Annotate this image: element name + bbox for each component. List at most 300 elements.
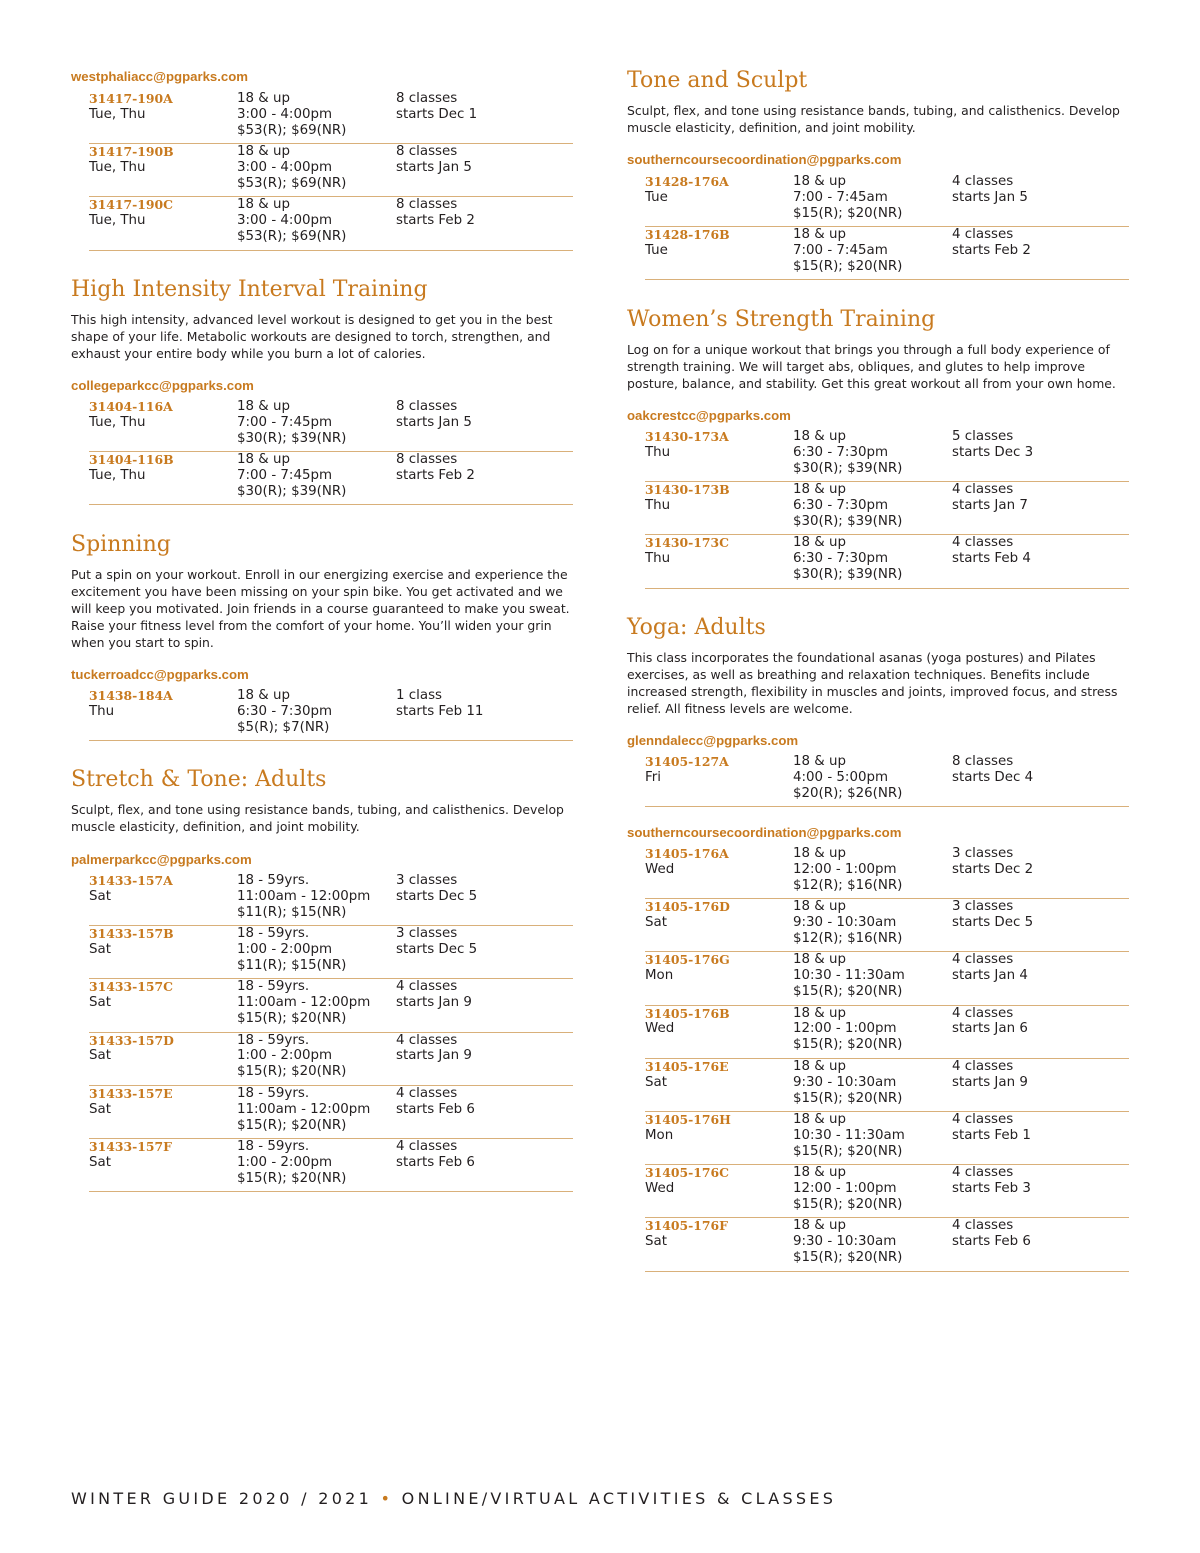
course-age: 18 & up bbox=[237, 399, 290, 414]
course-code: 31405-176A bbox=[645, 846, 729, 861]
course-days: Mon bbox=[645, 1127, 674, 1143]
course-start: starts Jan 7 bbox=[952, 498, 1028, 514]
course-fee: $30(R); $39(NR) bbox=[793, 567, 903, 583]
course-time: 1:00 - 2:00pm bbox=[237, 1154, 333, 1170]
course-days: Sat bbox=[645, 915, 667, 931]
course-id-column bbox=[645, 482, 790, 514]
course-row bbox=[89, 1139, 573, 1192]
course-detail-column bbox=[793, 429, 951, 477]
course-fee: $20(R); $26(NR) bbox=[793, 785, 903, 801]
course-age: 18 & up bbox=[237, 688, 290, 703]
course-days: Wed bbox=[645, 1021, 675, 1037]
course-code: 31428-176B bbox=[645, 227, 730, 243]
course-time: 9:30 - 10:30am bbox=[793, 1234, 897, 1250]
course-detail-column bbox=[237, 979, 395, 1027]
course-row bbox=[645, 846, 1129, 899]
course-row bbox=[645, 227, 1129, 280]
course-count: 3 classes bbox=[952, 899, 1014, 915]
course-schedule-column bbox=[396, 926, 566, 958]
course-detail-column bbox=[793, 899, 951, 947]
course-time: 6:30 - 7:30pm bbox=[237, 703, 333, 719]
course-count: 1 class bbox=[396, 688, 443, 703]
course-age: 18 - 59yrs. bbox=[237, 873, 310, 888]
course-code: 31417-190C bbox=[89, 197, 173, 213]
course-start: starts Dec 5 bbox=[396, 942, 478, 958]
email-southern-1[interactable]: southerncoursecoordination@pgparks.com bbox=[627, 152, 902, 167]
course-days: Sat bbox=[89, 1048, 111, 1064]
course-days: Tue bbox=[645, 243, 668, 259]
section-desc-tone-sculpt: Sculpt, flex, and tone using resistance bands, tubing, and calisthenics. Develop muscle elasticity, definition, and joint mobility. bbox=[627, 103, 1120, 135]
email-tuckerroad[interactable]: tuckerroadcc@pgparks.com bbox=[71, 667, 249, 682]
course-row bbox=[645, 1059, 1129, 1112]
course-age: 18 & up bbox=[793, 754, 846, 769]
section-desc-hiit: This high intensity, advanced level workout is designed to get you in the best shape of your life. Metabolic workouts are designed to torch, strengthen, and exhaust your entire body while you burn a lot of calories. bbox=[71, 312, 553, 361]
section-title-tone-sculpt: Tone and Sculpt bbox=[627, 68, 808, 93]
course-time: 3:00 - 4:00pm bbox=[237, 213, 333, 229]
course-fee: $15(R); $20(NR) bbox=[793, 1250, 903, 1266]
course-row bbox=[89, 91, 573, 144]
course-code: 31433-157C bbox=[89, 979, 173, 995]
course-age: 18 & up bbox=[793, 899, 846, 915]
course-count: 4 classes bbox=[952, 1005, 1014, 1021]
course-schedule-column bbox=[952, 899, 1122, 931]
course-id-column bbox=[645, 1165, 790, 1197]
course-fee: $15(R); $20(NR) bbox=[793, 205, 903, 221]
course-count: 8 classes bbox=[396, 144, 458, 160]
course-time: 9:30 - 10:30am bbox=[793, 1074, 897, 1090]
course-list-yoga-glenndale bbox=[645, 754, 1129, 807]
course-code: 31405-127A bbox=[645, 754, 729, 769]
course-schedule-column bbox=[396, 144, 566, 176]
course-days: Tue, Thu bbox=[89, 468, 146, 484]
course-start: starts Feb 3 bbox=[952, 1181, 1031, 1197]
course-detail-column bbox=[793, 846, 951, 894]
course-schedule-column bbox=[396, 1086, 566, 1118]
email-westphalia[interactable]: westphaliacc@pgparks.com bbox=[71, 69, 249, 84]
course-start: starts Dec 4 bbox=[952, 769, 1034, 785]
course-fee: $15(R); $20(NR) bbox=[793, 1143, 903, 1159]
section-desc-yoga: This class incorporates the foundational asanas (yoga postures) and Pilates exercises, as well as breathing and relaxation techniques. Benefits include increased strength, flexibility in muscles and joints, improved focus, and stress relief. All fitness levels are welcome. bbox=[627, 650, 1118, 716]
email-palmerpark[interactable]: palmerparkcc@pgparks.com bbox=[71, 852, 252, 867]
email-collegepark[interactable]: collegeparkcc@pgparks.com bbox=[71, 378, 254, 393]
course-row bbox=[89, 1086, 573, 1139]
page-footer bbox=[71, 1489, 836, 1508]
course-fee: $53(R); $69(NR) bbox=[237, 176, 347, 191]
course-id-column bbox=[645, 1059, 790, 1091]
course-count: 8 classes bbox=[396, 399, 458, 414]
course-code: 31404-116B bbox=[89, 452, 174, 468]
section-desc-spinning: Put a spin on your workout. Enroll in our energizing exercise and experience the excitement you have been missing on your spin bike. You get activated and we will keep you motivated. Join friends in a course guaranteed to make you sweat. Raise your fitness level from the comfort of your home. You’ll widen your grin when you start to spin. bbox=[71, 567, 570, 650]
course-age: 18 & up bbox=[793, 1218, 846, 1234]
course-days: Sat bbox=[89, 995, 111, 1011]
course-row bbox=[89, 144, 573, 197]
course-days: Wed bbox=[645, 1181, 675, 1197]
course-age: 18 & up bbox=[793, 952, 846, 968]
course-row bbox=[89, 926, 573, 979]
course-code: 31433-157D bbox=[89, 1032, 174, 1048]
course-start: starts Feb 6 bbox=[396, 1101, 475, 1117]
course-fee: $53(R); $69(NR) bbox=[237, 122, 347, 138]
section-title-hiit: High Intensity Interval Training bbox=[71, 277, 428, 302]
course-time: 10:30 - 11:30am bbox=[793, 1127, 905, 1143]
course-schedule-column bbox=[952, 1006, 1122, 1038]
section-desc-stretch-tone: Sculpt, flex, and tone using resistance bands, tubing, and calisthenics. Develop muscle elasticity, definition, and joint mobility. bbox=[71, 802, 564, 834]
course-list-hiit bbox=[89, 399, 573, 505]
course-age: 18 & up bbox=[793, 1005, 846, 1021]
course-start: starts Jan 5 bbox=[396, 160, 472, 176]
course-detail-column bbox=[793, 1059, 951, 1107]
course-code: 31433-157B bbox=[89, 926, 174, 942]
course-fee: $30(R); $39(NR) bbox=[793, 514, 903, 529]
course-fee: $15(R); $20(NR) bbox=[237, 1011, 347, 1027]
course-fee: $30(R); $39(NR) bbox=[237, 430, 347, 446]
email-oakcrest[interactable]: oakcrestcc@pgparks.com bbox=[627, 408, 791, 423]
course-schedule-column bbox=[952, 846, 1122, 878]
course-start: starts Jan 9 bbox=[396, 995, 472, 1011]
course-fee: $15(R); $20(NR) bbox=[793, 1196, 903, 1212]
course-id-column bbox=[645, 846, 790, 878]
course-row bbox=[89, 452, 573, 505]
course-id-column bbox=[89, 873, 234, 905]
course-start: starts Feb 2 bbox=[396, 213, 475, 229]
course-detail-column bbox=[793, 1112, 951, 1160]
course-start: starts Dec 3 bbox=[952, 444, 1034, 460]
course-time: 12:00 - 1:00pm bbox=[793, 861, 897, 877]
course-id-column bbox=[645, 174, 790, 206]
course-schedule-column bbox=[396, 197, 566, 229]
course-fee: $12(R); $16(NR) bbox=[793, 877, 903, 893]
course-time: 7:00 - 7:45pm bbox=[237, 414, 333, 430]
course-schedule-column bbox=[952, 1218, 1122, 1250]
course-code: 31438-184A bbox=[89, 688, 173, 703]
course-code: 31404-116A bbox=[89, 399, 173, 414]
course-id-column bbox=[89, 1139, 234, 1171]
course-age: 18 & up bbox=[237, 452, 290, 468]
course-count: 4 classes bbox=[952, 1111, 1014, 1127]
course-detail-column bbox=[793, 482, 951, 530]
course-fee: $30(R); $39(NR) bbox=[793, 460, 903, 476]
section-title-spinning: Spinning bbox=[71, 532, 171, 557]
course-id-column bbox=[89, 688, 234, 720]
course-start: starts Feb 6 bbox=[396, 1154, 475, 1170]
course-age: 18 & up bbox=[237, 144, 290, 160]
course-start: starts Feb 1 bbox=[952, 1127, 1031, 1143]
course-schedule-column bbox=[396, 1139, 566, 1171]
course-id-column bbox=[645, 1006, 790, 1038]
course-id-column bbox=[645, 1218, 790, 1250]
course-time: 7:00 - 7:45am bbox=[793, 189, 888, 205]
course-list-yoga-southern bbox=[645, 846, 1129, 1272]
course-schedule-column bbox=[396, 91, 566, 123]
course-start: starts Jan 6 bbox=[952, 1021, 1028, 1037]
course-detail-column bbox=[793, 535, 951, 583]
course-time: 11:00am - 12:00pm bbox=[237, 995, 371, 1011]
section-title-stretch-tone: Stretch & Tone: Adults bbox=[71, 767, 327, 792]
course-list-westphalia bbox=[89, 91, 573, 251]
course-row bbox=[645, 1165, 1129, 1218]
email-glenndale[interactable]: glenndalecc@pgparks.com bbox=[627, 733, 799, 748]
course-count: 8 classes bbox=[396, 452, 458, 468]
course-time: 12:00 - 1:00pm bbox=[793, 1181, 897, 1197]
course-code: 31433-157E bbox=[89, 1085, 173, 1101]
course-detail-column bbox=[237, 1033, 395, 1081]
course-fee: $12(R); $16(NR) bbox=[793, 931, 903, 946]
course-schedule-column bbox=[952, 754, 1122, 786]
course-days: Tue, Thu bbox=[89, 106, 146, 122]
footer-separator: • bbox=[380, 1489, 394, 1508]
course-row bbox=[89, 399, 573, 452]
course-age: 18 & up bbox=[793, 227, 846, 243]
course-row bbox=[645, 952, 1129, 1005]
course-days: Tue bbox=[645, 189, 668, 205]
course-code: 31430-173C bbox=[645, 535, 729, 551]
course-age: 18 & up bbox=[793, 482, 846, 498]
course-detail-column bbox=[237, 197, 395, 245]
course-days: Fri bbox=[645, 769, 661, 785]
course-days: Tue, Thu bbox=[89, 414, 146, 430]
course-schedule-column bbox=[952, 429, 1122, 461]
course-detail-column bbox=[793, 174, 951, 222]
course-days: Thu bbox=[645, 444, 671, 460]
course-row bbox=[645, 429, 1129, 482]
course-start: starts Feb 11 bbox=[396, 703, 484, 719]
footer-section: ONLINE/VIRTUAL ACTIVITIES & CLASSES bbox=[401, 1489, 837, 1508]
course-count: 4 classes bbox=[952, 227, 1014, 243]
course-code: 31417-190B bbox=[89, 144, 174, 160]
course-code: 31428-176A bbox=[645, 174, 729, 189]
course-code: 31405-176H bbox=[645, 1111, 731, 1127]
course-start: starts Jan 5 bbox=[952, 189, 1028, 205]
course-days: Wed bbox=[645, 861, 675, 877]
course-detail-column bbox=[237, 1139, 395, 1187]
course-count: 4 classes bbox=[396, 1138, 458, 1154]
course-days: Sat bbox=[89, 942, 111, 958]
course-time: 7:00 - 7:45am bbox=[793, 243, 888, 259]
course-days: Thu bbox=[645, 498, 671, 514]
course-detail-column bbox=[237, 1086, 395, 1134]
course-time: 7:00 - 7:45pm bbox=[237, 468, 333, 484]
course-list-spinning bbox=[89, 688, 573, 741]
course-time: 3:00 - 4:00pm bbox=[237, 160, 333, 176]
course-time: 6:30 - 7:30pm bbox=[793, 498, 889, 514]
course-count: 4 classes bbox=[396, 979, 458, 995]
course-detail-column bbox=[237, 91, 395, 139]
course-list-tone-sculpt bbox=[645, 174, 1129, 280]
course-time: 1:00 - 2:00pm bbox=[237, 1048, 333, 1064]
course-time: 4:00 - 5:00pm bbox=[793, 769, 889, 785]
course-code: 31405-176C bbox=[645, 1165, 729, 1181]
course-detail-column bbox=[237, 399, 395, 447]
course-detail-column bbox=[793, 1165, 951, 1213]
course-start: starts Jan 9 bbox=[952, 1074, 1028, 1090]
course-schedule-column bbox=[952, 1059, 1122, 1091]
course-schedule-column bbox=[396, 688, 566, 720]
course-count: 8 classes bbox=[396, 91, 458, 106]
course-count: 4 classes bbox=[396, 1032, 458, 1048]
course-schedule-column bbox=[952, 1165, 1122, 1197]
course-row bbox=[645, 899, 1129, 952]
course-fee: $53(R); $69(NR) bbox=[237, 229, 347, 245]
course-time: 10:30 - 11:30am bbox=[793, 968, 905, 984]
course-time: 3:00 - 4:00pm bbox=[237, 106, 333, 122]
course-id-column bbox=[645, 1112, 790, 1144]
course-age: 18 & up bbox=[793, 1165, 846, 1181]
course-time: 1:00 - 2:00pm bbox=[237, 942, 333, 958]
course-days: Mon bbox=[645, 968, 674, 984]
course-code: 31405-176F bbox=[645, 1218, 728, 1234]
course-row bbox=[645, 1006, 1129, 1059]
course-days: Thu bbox=[645, 551, 671, 567]
course-id-column bbox=[89, 926, 234, 958]
course-detail-column bbox=[793, 1218, 951, 1266]
section-title-womens-strength: Women’s Strength Training bbox=[627, 307, 936, 332]
course-row bbox=[645, 482, 1129, 535]
course-id-column bbox=[89, 1086, 234, 1118]
course-row bbox=[645, 1112, 1129, 1165]
course-detail-column bbox=[793, 952, 951, 1000]
course-fee: $15(R); $20(NR) bbox=[793, 259, 903, 274]
email-southern-2[interactable]: southerncoursecoordination@pgparks.com bbox=[627, 825, 902, 840]
course-list-womens-strength bbox=[645, 429, 1129, 589]
course-id-column bbox=[89, 452, 234, 484]
course-age: 18 & up bbox=[237, 91, 290, 106]
course-count: 3 classes bbox=[396, 926, 458, 942]
course-code: 31405-176D bbox=[645, 899, 730, 915]
course-days: Thu bbox=[89, 703, 115, 719]
course-days: Sat bbox=[89, 888, 111, 904]
course-time: 11:00am - 12:00pm bbox=[237, 888, 371, 904]
course-schedule-column bbox=[952, 535, 1122, 567]
course-row bbox=[89, 979, 573, 1032]
course-start: starts Jan 5 bbox=[396, 414, 472, 430]
course-count: 4 classes bbox=[952, 174, 1014, 189]
course-age: 18 - 59yrs. bbox=[237, 1085, 310, 1101]
course-row bbox=[89, 197, 573, 250]
section-desc-womens-strength: Log on for a unique workout that brings you through a full body experience of strength training. We will target abs, obliques, and glutes to help improve posture, balance, and stability. Get this great workout all from your own home. bbox=[627, 342, 1116, 391]
course-days: Tue, Thu bbox=[89, 213, 146, 229]
course-code: 31433-157F bbox=[89, 1138, 172, 1154]
course-age: 18 & up bbox=[793, 535, 846, 551]
course-count: 8 classes bbox=[952, 754, 1014, 769]
course-count: 4 classes bbox=[952, 535, 1014, 551]
course-detail-column bbox=[237, 926, 395, 974]
course-count: 4 classes bbox=[952, 1165, 1014, 1181]
course-start: starts Dec 1 bbox=[396, 106, 478, 122]
course-time: 6:30 - 7:30pm bbox=[793, 444, 889, 460]
course-schedule-column bbox=[396, 399, 566, 431]
course-id-column bbox=[89, 144, 234, 176]
course-count: 4 classes bbox=[396, 1085, 458, 1101]
course-row bbox=[89, 873, 573, 926]
course-count: 4 classes bbox=[952, 1058, 1014, 1074]
course-detail-column bbox=[793, 1006, 951, 1054]
course-start: starts Jan 9 bbox=[396, 1048, 472, 1064]
course-time: 12:00 - 1:00pm bbox=[793, 1021, 897, 1037]
course-fee: $15(R); $20(NR) bbox=[237, 1117, 347, 1133]
course-fee: $5(R); $7(NR) bbox=[237, 719, 330, 735]
course-age: 18 - 59yrs. bbox=[237, 926, 310, 942]
course-detail-column bbox=[793, 227, 951, 275]
course-days: Tue, Thu bbox=[89, 160, 146, 176]
footer-guide: WINTER GUIDE 2020 / 2021 bbox=[71, 1489, 373, 1508]
course-count: 5 classes bbox=[952, 429, 1014, 444]
course-start: starts Feb 6 bbox=[952, 1234, 1031, 1250]
course-start: starts Feb 2 bbox=[952, 243, 1031, 259]
section-title-yoga: Yoga: Adults bbox=[627, 615, 766, 640]
course-id-column bbox=[645, 952, 790, 984]
course-start: starts Jan 4 bbox=[952, 968, 1028, 984]
course-age: 18 - 59yrs. bbox=[237, 979, 310, 995]
course-start: starts Dec 2 bbox=[952, 861, 1034, 877]
course-id-column bbox=[645, 899, 790, 931]
course-fee: $15(R); $20(NR) bbox=[793, 1037, 903, 1053]
course-code: 31405-176B bbox=[645, 1005, 730, 1021]
course-row bbox=[645, 1218, 1129, 1271]
course-fee: $11(R); $15(NR) bbox=[237, 958, 347, 973]
course-id-column bbox=[645, 754, 790, 786]
course-code: 31430-173B bbox=[645, 482, 730, 498]
course-detail-column bbox=[793, 754, 951, 802]
course-id-column bbox=[645, 535, 790, 567]
course-code: 31405-176G bbox=[645, 952, 730, 968]
course-time: 11:00am - 12:00pm bbox=[237, 1101, 371, 1117]
course-schedule-column bbox=[952, 1112, 1122, 1144]
course-id-column bbox=[89, 197, 234, 229]
course-id-column bbox=[89, 91, 234, 123]
course-schedule-column bbox=[952, 174, 1122, 206]
course-row bbox=[89, 1033, 573, 1086]
course-age: 18 - 59yrs. bbox=[237, 1138, 310, 1154]
course-detail-column bbox=[237, 688, 395, 736]
course-schedule-column bbox=[952, 482, 1122, 514]
course-schedule-column bbox=[952, 227, 1122, 259]
course-fee: $15(R); $20(NR) bbox=[793, 984, 903, 1000]
course-time: 9:30 - 10:30am bbox=[793, 915, 897, 931]
course-start: starts Feb 4 bbox=[952, 551, 1031, 567]
course-code: 31433-157A bbox=[89, 873, 173, 888]
course-fee: $15(R); $20(NR) bbox=[237, 1064, 347, 1080]
course-days: Sat bbox=[645, 1074, 667, 1090]
course-count: 4 classes bbox=[952, 1218, 1014, 1234]
course-time: 6:30 - 7:30pm bbox=[793, 551, 889, 567]
course-schedule-column bbox=[396, 873, 566, 905]
course-count: 4 classes bbox=[952, 482, 1014, 498]
course-age: 18 & up bbox=[793, 1111, 846, 1127]
course-count: 3 classes bbox=[396, 873, 458, 888]
course-count: 3 classes bbox=[952, 846, 1014, 861]
course-list-stretch-tone bbox=[89, 873, 573, 1192]
course-detail-column bbox=[237, 452, 395, 500]
course-days: Sat bbox=[89, 1154, 111, 1170]
course-code: 31417-190A bbox=[89, 91, 173, 106]
course-id-column bbox=[89, 979, 234, 1011]
course-count: 4 classes bbox=[952, 952, 1014, 968]
course-age: 18 & up bbox=[793, 1058, 846, 1074]
course-schedule-column bbox=[396, 452, 566, 484]
course-start: starts Dec 5 bbox=[952, 915, 1034, 931]
course-fee: $30(R); $39(NR) bbox=[237, 484, 347, 499]
course-days: Sat bbox=[645, 1234, 667, 1250]
course-schedule-column bbox=[396, 979, 566, 1011]
course-id-column bbox=[645, 429, 790, 461]
course-row bbox=[645, 535, 1129, 588]
course-days: Sat bbox=[89, 1101, 111, 1117]
course-fee: $15(R); $20(NR) bbox=[237, 1170, 347, 1186]
course-start: starts Dec 5 bbox=[396, 888, 478, 904]
course-row bbox=[645, 754, 1129, 807]
course-age: 18 & up bbox=[793, 846, 846, 861]
course-age: 18 & up bbox=[793, 429, 846, 444]
